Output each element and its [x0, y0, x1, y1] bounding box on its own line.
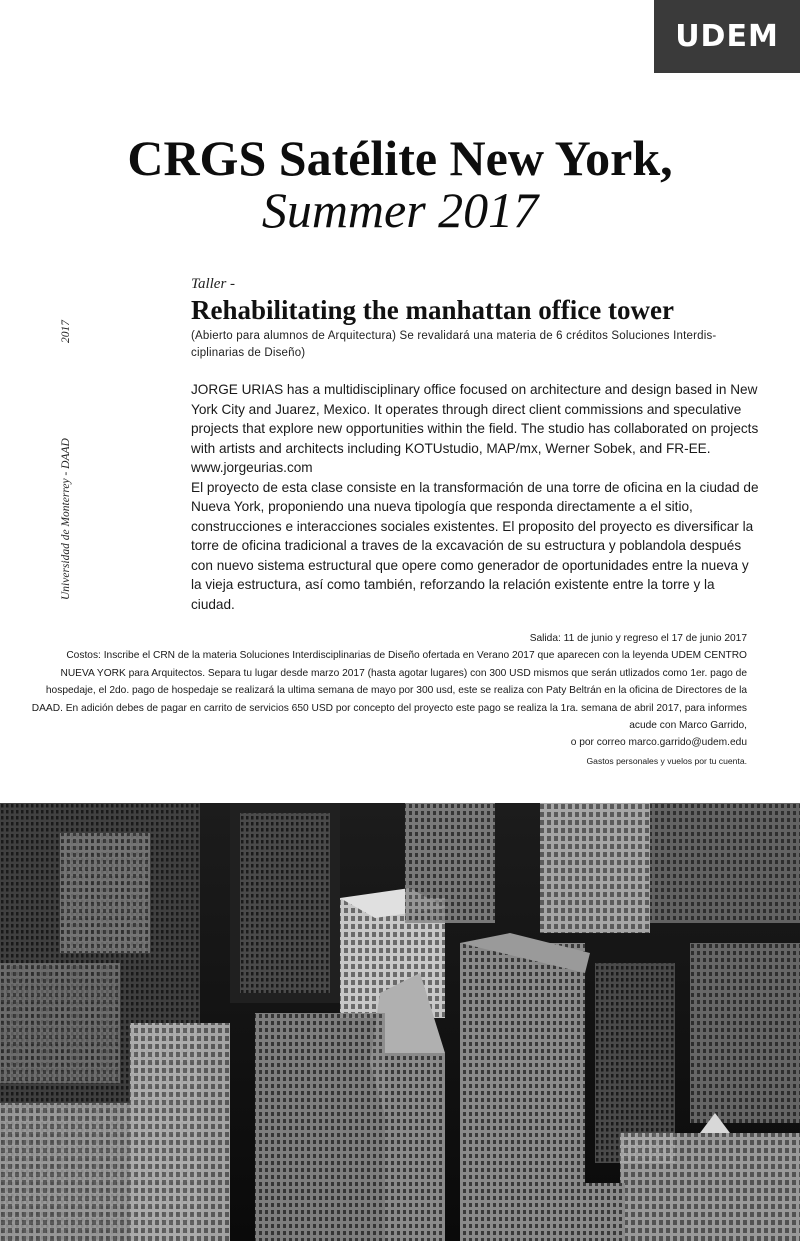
costs-paragraph: Costos: Inscribe el CRN de la materia Soluciones Interdisciplinarias de Diseño ofertada en Verano 2017 que aparecen con la leyenda UDEM CENTRO NUEVA YORK para Arquitectos. Separa tu lugar desde marzo 2017 (hasta agotar lugares) con 300 USD mismos que serán utlizados como 1er. pago de hospedaje, el 2do. pago de hospedaje se realizará la ultima semana de mayo por 300 usd, este se realiza con Paty Beltrán en la oficina de Directores de la DAAD. En adición debes de pagar en carrito de servicios 650 USD por concepto del proyecto este pago se realiza la 1ra. semana de abril 2017, para informes acude con Marco Garrido,: [31, 650, 747, 732]
side-institution: Universidad de Monterrey - DAAD: [60, 438, 72, 600]
side-year: 2017: [60, 320, 72, 343]
side-vertical-caption: [60, 320, 72, 600]
course-content: [191, 276, 761, 614]
course-note: (Abierto para alumnos de Arquitectura) Se revalidará una materia de 6 créditos Soluciones Interdis-ciplinarias de Diseño): [191, 330, 717, 359]
title-line-2: Summer 2017: [261, 182, 539, 238]
manhattan-aerial-photo: [0, 803, 800, 1241]
title-line-1: CRGS Satélite New York,: [127, 130, 673, 186]
contact-email[interactable]: o por correo marco.garrido@udem.edu: [570, 737, 747, 749]
course-title: Rehabilitating the manhattan office tower: [191, 295, 674, 325]
course-label: Taller -: [191, 276, 236, 292]
bio-paragraph: JORGE URIAS has a multidisciplinary office focused on architecture and design based in New York City and Juarez, Mexico. It operates through direct client commissions and speculative projects that explore new opportunities within the field. The studio has collaborated on projects with artists and architects including KOTUstudio, MAP/mx, Werner Sobek, and FR-EE.: [191, 382, 759, 456]
website-link[interactable]: www.jorgeurias.com: [191, 460, 313, 475]
page-title: [0, 130, 800, 238]
project-description: El proyecto de esta clase consiste en la transformación de una torre de oficina en la ciudad de Nueva York, proponiendo una nueva tipología que responda directamente a el sitio, construcciones e interacciones sociales existentes. El proposito del proyecto es diversificar la torre de oficina tradicional a traves de la excavación de su estructura y poblandola después con nuevo sistema estructural que opere como generador de oportunidades entre la nueva y la vieja estructura, así como también, reforzando la relación existente entre la torre y la ciudad.: [191, 479, 759, 612]
travel-dates: Salida: 11 de junio y regreso el 17 de junio 2017: [529, 633, 747, 644]
body-text: [191, 380, 761, 614]
logistics-block: [30, 630, 747, 770]
expenses-note: Gastos personales y vuelos por tu cuenta.: [586, 755, 747, 766]
udem-logo: UDEM: [654, 0, 800, 73]
